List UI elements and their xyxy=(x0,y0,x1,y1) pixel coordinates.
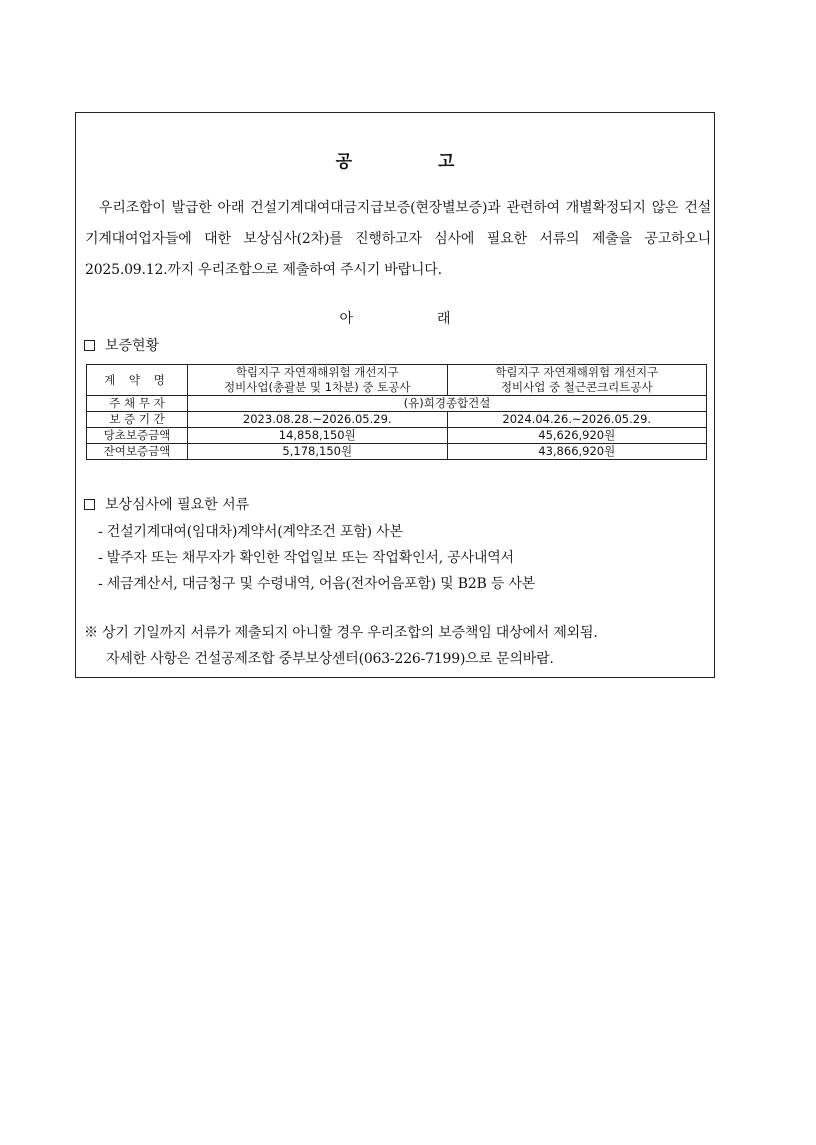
notice-footnote xyxy=(84,620,598,672)
contract2-line1: 학림지구 자연재해위험 개선지구 xyxy=(495,365,659,379)
list-item: - 세금계산서, 대금청구 및 수령내역, 어음(전자어음포함) 및 B2B 등 사본 xyxy=(98,576,536,592)
guarantee-table xyxy=(86,364,707,460)
table-row xyxy=(87,444,707,460)
title-char-left: 공 xyxy=(335,152,352,172)
remaining1-value: 5,178,150원 xyxy=(188,444,448,460)
notice-title xyxy=(76,147,714,172)
footnote-line2: 자세한 사항은 건설공제조합 중부보상센터(063-226-7199)으로 문의바람. xyxy=(106,651,554,667)
initial2-value: 45,626,920원 xyxy=(447,428,707,444)
section-guarantee-status xyxy=(84,335,159,355)
notice-box xyxy=(75,112,715,678)
period-label: 보 증 기 간 xyxy=(87,412,188,428)
footnote-line1: ※ 상기 기일까지 서류가 제출되지 아니할 경우 우리조합의 보증책임 대상에서 제외됨. xyxy=(84,625,598,641)
list-item: - 건설기계대여(임대차)계약서(계약조건 포함) 사본 xyxy=(98,524,403,540)
section-required-docs-label: 보상심사에 필요한 서류 xyxy=(105,497,250,513)
required-docs-list xyxy=(98,519,535,597)
table-row xyxy=(87,412,707,428)
debtor-label: 주 채 무 자 xyxy=(87,396,188,412)
table-row xyxy=(87,365,707,396)
period1-value: 2023.08.28.~2026.05.29. xyxy=(188,412,448,428)
title-char-right: 고 xyxy=(438,152,455,172)
sub-title xyxy=(76,308,714,328)
remaining2-value: 43,866,920원 xyxy=(447,444,707,460)
contract-name-label: 계 약 명 xyxy=(87,365,188,396)
sub-title-char-right: 래 xyxy=(437,311,451,327)
table-row xyxy=(87,428,707,444)
period2-value: 2024.04.26.~2026.05.29. xyxy=(447,412,707,428)
section-guarantee-status-label: 보증현황 xyxy=(105,338,160,354)
contract1-cell xyxy=(188,365,448,396)
intro-paragraph: 우리조합이 발급한 아래 건설기계대여대금지급보증(현장별보증)과 관련하여 개별확정되지 않은 건설기계대여업자들에 대한 보상심사(2차)를 진행하고자 심사에 필요한 서류의 제출을 공고하오니 2025.09.12.까지 우리조합으로 제출하여 주시기 바랍니다. xyxy=(85,200,711,278)
debtor-value: (유)희경종합건설 xyxy=(188,396,707,412)
remaining-amount-label: 잔여보증금액 xyxy=(87,444,188,460)
table-row xyxy=(87,396,707,412)
initial1-value: 14,858,150원 xyxy=(188,428,448,444)
section-required-docs xyxy=(84,494,249,514)
initial-amount-label: 당초보증금액 xyxy=(87,428,188,444)
checkbox-icon xyxy=(84,340,95,351)
contract1-line1: 학림지구 자연재해위험 개선지구 xyxy=(235,365,399,379)
contract2-cell xyxy=(447,365,707,396)
sub-title-char-left: 아 xyxy=(339,311,353,327)
checkbox-icon xyxy=(84,499,95,510)
contract1-line2: 정비사업(총괄분 및 1차분) 중 토공사 xyxy=(224,380,411,394)
contract2-line2: 정비사업 중 철근콘크리트공사 xyxy=(500,380,653,394)
list-item: - 발주자 또는 채무자가 확인한 작업일보 또는 작업확인서, 공사내역서 xyxy=(98,550,514,566)
